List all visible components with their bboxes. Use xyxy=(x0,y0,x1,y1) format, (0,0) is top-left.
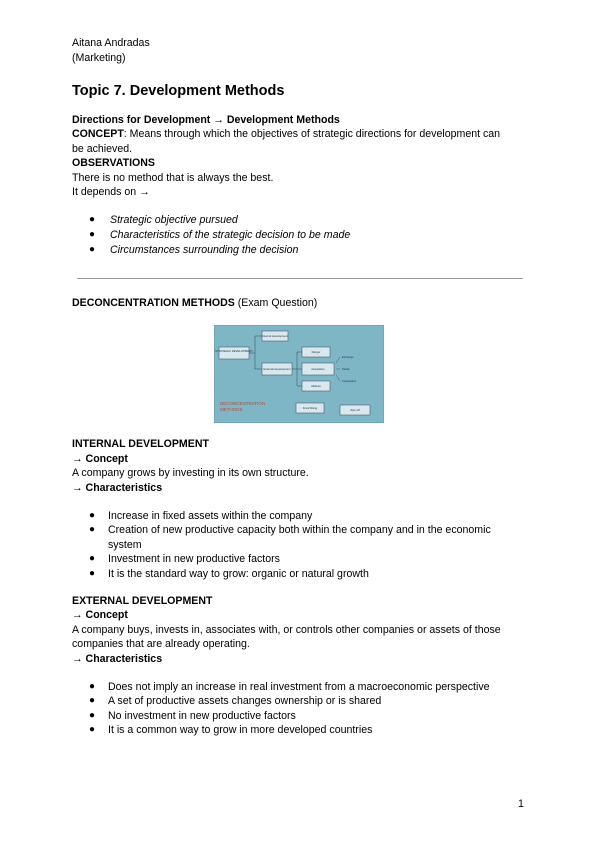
bullet-icon: ● xyxy=(89,568,96,579)
diagram-caption-2: METHODS xyxy=(220,407,243,412)
bullet-icon: ● xyxy=(89,710,96,721)
diagram-note-1: Exchange xyxy=(342,356,354,359)
list-item: A set of productive assets changes ownership or is shared xyxy=(108,695,382,707)
bullet-icon: ● xyxy=(89,510,96,521)
external-characteristics-label: → Characteristics xyxy=(72,653,163,665)
list-item: It is the standard way to grow: organic or natural growth xyxy=(108,568,369,580)
external-concept-text-cont: companies that are already operating. xyxy=(72,638,250,650)
concept-text: : Means through which the objectives of strategic directions for development can xyxy=(123,128,501,140)
external-heading: EXTERNAL DEVELOPMENT xyxy=(72,595,213,607)
diagram-label-mid: External development xyxy=(263,367,291,371)
diagram-note-3: Cooperation xyxy=(342,380,357,383)
horizontal-divider xyxy=(77,278,523,279)
diagram-label-left: STRATEGIC DEVELOPMENT xyxy=(215,349,253,353)
page-number: 1 xyxy=(518,798,524,810)
list-item: Creation of new productive capacity both within the company and in the economic xyxy=(108,524,491,536)
external-concept-label: → Concept xyxy=(72,609,128,621)
diagram-label-top: Internal development xyxy=(261,334,289,338)
bullet-icon: ● xyxy=(89,214,96,225)
observations-label: OBSERVATIONS xyxy=(72,157,155,169)
diagram-note-2: Partial xyxy=(342,368,350,371)
internal-concept-text: A company grows by investing in its own structure. xyxy=(72,467,309,479)
diagram-label-bottom1: Franchising xyxy=(302,406,318,410)
list-item-continued: system xyxy=(108,539,142,551)
diagram-caption-1: DECONCENTRATION xyxy=(220,401,266,406)
list-item: Strategic objective pursued xyxy=(110,214,238,226)
diagram-label-fusion: Merger xyxy=(311,350,321,354)
subject-label: (Marketing) xyxy=(72,52,126,64)
depends-on-text: It depends on → xyxy=(72,186,150,198)
concept-text-cont: be achieved. xyxy=(72,143,133,155)
external-concept-text: A company buys, invests in, associates with, or controls other companies or assets of those xyxy=(72,624,501,636)
deconcentration-heading xyxy=(72,296,317,310)
bullet-icon: ● xyxy=(89,724,96,735)
bullet-icon: ● xyxy=(89,524,96,535)
directions-heading: Directions for Development → Development Methods xyxy=(72,114,340,126)
author-name: Aitana Andradas xyxy=(72,37,150,49)
concept-label: CONCEPT xyxy=(72,128,124,140)
deconcentration-diagram xyxy=(214,325,384,423)
list-item: Increase in fixed assets within the company xyxy=(108,510,313,522)
bullet-icon: ● xyxy=(89,695,96,706)
list-item: No investment in new productive factors xyxy=(108,710,296,722)
diagram-label-acquisition: Acquisition xyxy=(311,367,325,371)
diagram-label-bottom2: Spin-off xyxy=(350,408,360,412)
bullet-icon: ● xyxy=(89,244,96,255)
bullet-icon: ● xyxy=(89,553,96,564)
deconcentration-title: DECONCENTRATION METHODS xyxy=(72,297,235,309)
bullet-icon: ● xyxy=(89,229,96,240)
list-item: Characteristics of the strategic decision to be made xyxy=(110,229,351,241)
observation-text: There is no method that is always the best. xyxy=(72,172,274,184)
list-item: It is a common way to grow in more developed countries xyxy=(108,724,373,736)
list-item: Does not imply an increase in real investment from a macroeconomic perspective xyxy=(108,681,490,693)
list-item: Circumstances surrounding the decision xyxy=(110,244,299,256)
exam-note: (Exam Question) xyxy=(234,297,318,309)
concept-line xyxy=(72,127,500,141)
bullet-icon: ● xyxy=(89,681,96,692)
internal-heading: INTERNAL DEVELOPMENT xyxy=(72,438,209,450)
page-title: Topic 7. Development Methods xyxy=(72,83,285,99)
internal-characteristics-label: → Characteristics xyxy=(72,482,163,494)
diagram-label-alliance: Alliance xyxy=(311,384,321,388)
list-item: Investment in new productive factors xyxy=(108,553,280,565)
internal-concept-label: → Concept xyxy=(72,453,128,465)
